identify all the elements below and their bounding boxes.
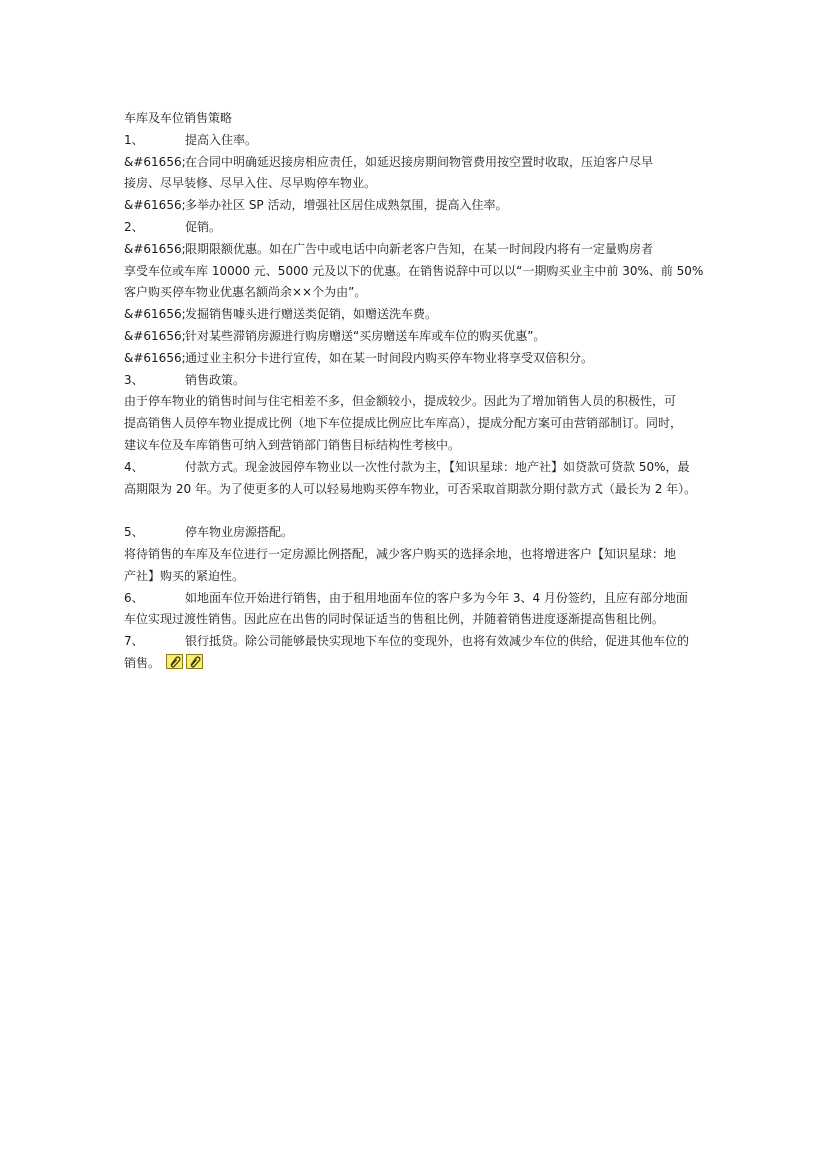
- section-heading-text: 停车物业房源搭配。: [185, 525, 294, 540]
- bullet-text: 通过业主积分卡进行宣传，如在某一时间段内购买停车物业将享受双倍积分。: [185, 350, 594, 365]
- section-number: 6、: [124, 590, 144, 605]
- bullet-marker: &#61656;: [124, 307, 186, 322]
- bullet-text: 多举办社区 SP 活动，增强社区居住成熟氛围，提高入住率。: [185, 198, 508, 213]
- bullet-marker: &#61656;: [124, 198, 186, 213]
- bullet-marker: &#61656;: [124, 154, 186, 169]
- bullet-item: [124, 195, 710, 217]
- paragraph-line: 产社】购买的紧迫性。: [124, 568, 245, 583]
- section-heading-text: 提高入住率。: [185, 132, 258, 147]
- paragraph-line: [124, 653, 710, 675]
- paragraph-line: 享受车位或车库 10000 元、5000 元及以下的优惠。在销售说辞中可以以“一期购买业主中前 30%、前 50%: [124, 263, 704, 278]
- section-number: 5、: [124, 525, 144, 540]
- bullet-item: [124, 304, 710, 326]
- paragraph-line: 建议车位及车库销售可纳入到营销部门销售目标结构性考核中。: [124, 437, 461, 452]
- section-5-heading: [124, 522, 710, 544]
- section-number: 7、: [124, 634, 144, 649]
- bullet-marker: &#61656;: [124, 241, 186, 256]
- bullet-text: 在合同中明确延迟接房相应责任，如延迟接房期间物管费用按空置时收取，压迫客户尽早: [185, 154, 654, 169]
- bullet-text: 针对某些滞销房源进行购房赠送“买房赠送车库或车位的购买优惠”。: [185, 328, 546, 343]
- paper-clip-icon[interactable]: [186, 654, 203, 669]
- bullet-marker: &#61656;: [124, 328, 186, 343]
- section-number: 4、: [124, 459, 144, 474]
- bullet-item: [124, 239, 710, 261]
- document-title: 车库及车位销售策略: [124, 111, 233, 125]
- section-heading-text: 如地面车位开始进行销售，由于租用地面车位的客户多为今年 3、4 月份签约，且应有部分地面: [185, 590, 688, 605]
- bullet-marker: &#61656;: [124, 350, 186, 365]
- paragraph-line: 车位实现过渡性销售。因此应在出售的同时保证适当的售租比例，并随着销售进度逐渐提高售租比例。: [124, 612, 665, 627]
- bullet-item: [124, 326, 710, 348]
- section-heading-text: 银行抵贷。除公司能够最快实现地下车位的变现外，也将有效减少车位的供给，促进其他车位的: [185, 634, 690, 649]
- section-1-heading: [124, 130, 710, 152]
- embedded-object-icons: [166, 654, 203, 669]
- section-heading-text: 销售政策。: [185, 372, 246, 387]
- paragraph-line: 接房、尽早装修、尽早入住、尽早购停车物业。: [124, 176, 377, 191]
- section-6-heading: [124, 588, 710, 610]
- section-3-heading: [124, 370, 710, 392]
- section-number: 3、: [124, 372, 144, 387]
- paper-clip-icon[interactable]: [166, 654, 183, 669]
- blank-line: [124, 500, 710, 522]
- paragraph-line: 客户购买停车物业优惠名额尚余××个为由”。: [124, 285, 367, 300]
- section-heading-text: 付款方式。现金波园停车物业以一次性付款为主，【知识星球：地产社】如贷款可贷款 50%，最: [185, 459, 690, 474]
- section-number: 2、: [124, 219, 144, 234]
- paragraph-line: 高期限为 20 年。为了使更多的人可以轻易地购买停车物业，可否采取首期款分期付款方式（最长为 2 年）。: [124, 481, 697, 496]
- section-4-heading: [124, 457, 710, 479]
- section-7-heading: [124, 631, 710, 653]
- paragraph-text: 销售。: [124, 655, 161, 670]
- section-number: 1、: [124, 132, 144, 147]
- bullet-item: [124, 152, 710, 174]
- section-2-heading: [124, 217, 710, 239]
- paragraph-line: 由于停车物业的销售时间与住宅相差不多，但金额较小，提成较少。因此为了增加销售人员的积极性，可: [124, 394, 677, 409]
- section-heading-text: 促销。: [185, 219, 222, 234]
- document-body: [124, 108, 710, 675]
- bullet-item: [124, 348, 710, 370]
- bullet-text: 发掘销售噱头进行赠送类促销，如赠送洗车费。: [185, 307, 438, 322]
- paragraph-line: 提高销售人员停车物业提成比例（地下车位提成比例应比车库高），提成分配方案可由营销部制订。同时，: [124, 416, 683, 431]
- bullet-text: 限期限额优惠。如在广告中或电话中向新老客户告知，在某一时间段内将有一定量购房者: [185, 241, 654, 256]
- paragraph-line: 将待销售的车库及车位进行一定房源比例搭配，减少客户购买的选择余地，也将增进客户【知识星球：地: [124, 546, 677, 561]
